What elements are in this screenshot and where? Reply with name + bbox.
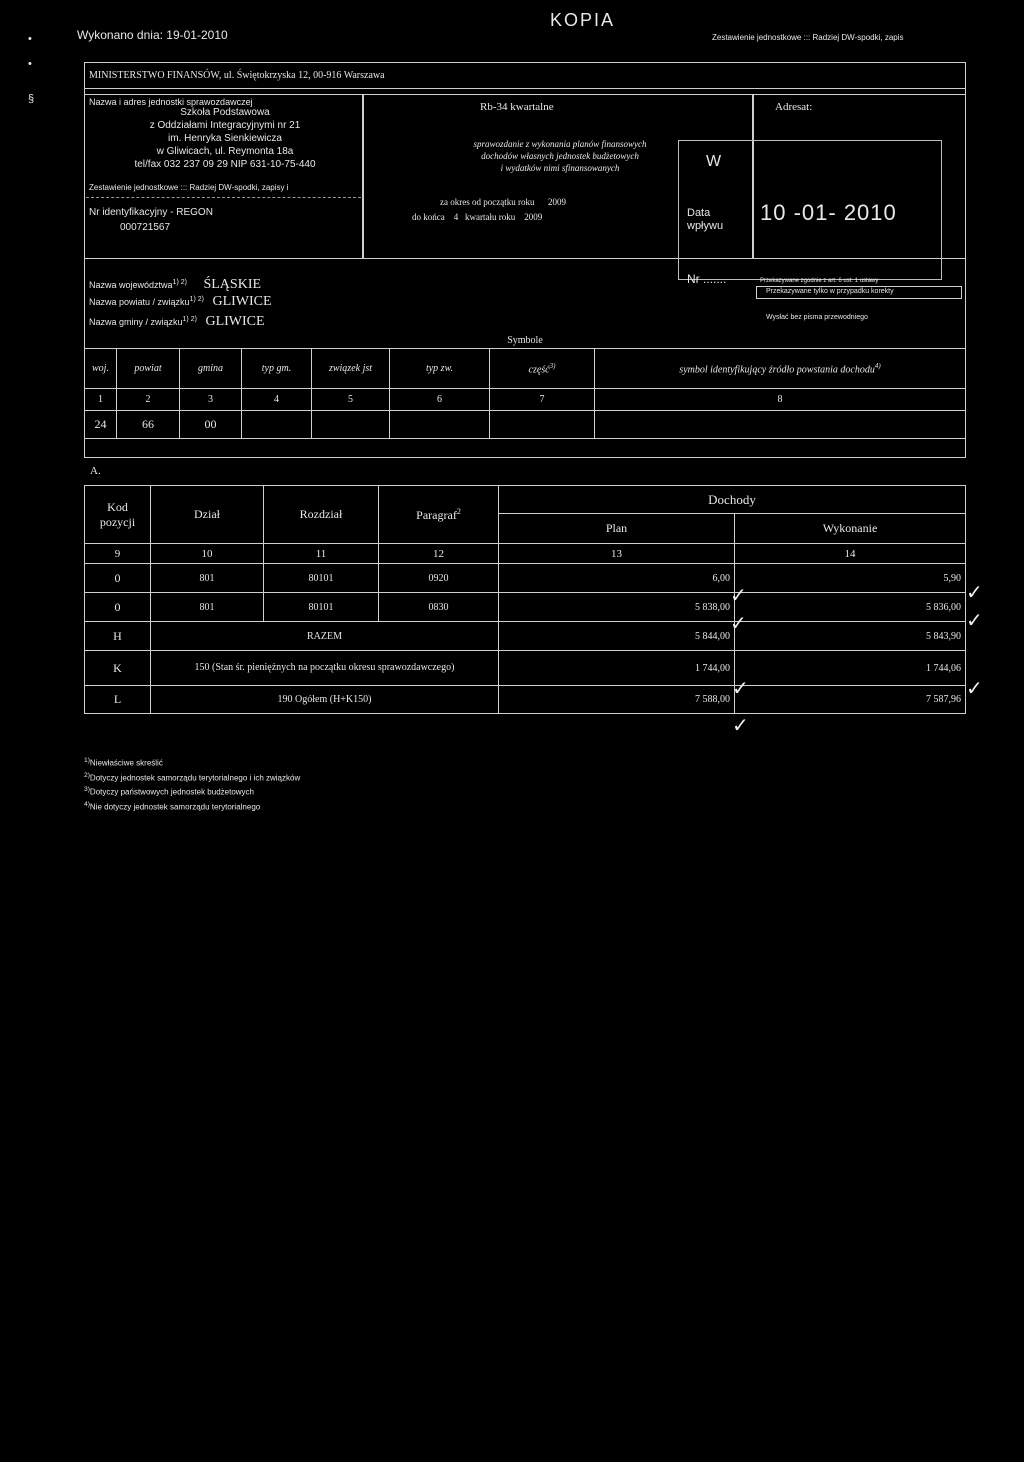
stamp-date: 10 -01- 2010: [760, 200, 897, 225]
symbols-number: 8: [595, 389, 966, 411]
footnote: $^{1)}$Niewłaściwe skreślić: [84, 757, 163, 768]
symbols-number: 6: [390, 389, 490, 411]
footnotes: [84, 755, 300, 814]
stamp-date-label: Data wpływu: [687, 207, 724, 232]
divider: [86, 197, 361, 198]
row-dzial: 801: [151, 593, 264, 622]
stamp-number: Nr .......: [687, 272, 727, 286]
row-wykonanie: 5,90: [735, 564, 966, 593]
col-header-paragraf: Paragraf$^2$: [379, 486, 499, 544]
symbols-value: [390, 411, 490, 439]
bullet-mark: •: [28, 33, 32, 45]
addressee-note-1: Przekazywane zgodnie z art. 6 ust. 1 ustawy: [760, 278, 879, 284]
ministry-address: MINISTERSTWO FINANSÓW, ul. Świętokrzyska 12, 00-916 Warszawa: [89, 70, 385, 81]
region-commune: Nazwa gminy / związku$^{1) 2)}$ GLIWICE: [89, 314, 265, 329]
col-number: 13: [499, 544, 735, 564]
period-to: do końca 4 kwartału roku 2009: [412, 212, 543, 222]
copy-stamp: KOPIA: [550, 10, 616, 30]
symbols-header: woj.: [85, 349, 117, 389]
symbols-header: część$^{3)}$: [490, 349, 595, 389]
row-paragraf: 0920: [379, 564, 499, 593]
bullet-mark: §: [28, 93, 35, 105]
symbols-number: 3: [180, 389, 242, 411]
symbols-number: 5: [312, 389, 390, 411]
symbols-header: powiat: [117, 349, 180, 389]
col-number: 12: [379, 544, 499, 564]
symbols-header: typ zw.: [390, 349, 490, 389]
row-description: 190 Ogółem (H+K150): [151, 686, 499, 714]
execution-date: Wykonano dnia: 19-01-2010: [77, 28, 228, 42]
footnote: $^{2)}$Dotyczy jednostek samorządu terytorialnego i ich związków: [84, 771, 301, 783]
symbols-header: typ gm.: [242, 349, 312, 389]
symbols-header: symbol identyfikujący źródło powstania dochodu$^{4)}$: [595, 349, 966, 389]
col-header-dochody: Dochody: [499, 486, 966, 514]
symbols-number: 1: [85, 389, 117, 411]
row-rozdzial: 80101: [264, 593, 379, 622]
addressee-note-3: Wysłać bez pisma przewodniego: [766, 314, 868, 321]
unit-label: Nazwa i adres jednostki sprawozdawczej: [89, 97, 253, 107]
symbols-value: [242, 411, 312, 439]
region-county: Nazwa powiatu / związku$^{1) 2)}$ GLIWICE: [89, 294, 272, 309]
row-wykonanie: 5 843,90: [735, 622, 966, 651]
regon-label: Nr identyfikacyjny - REGON: [89, 207, 213, 218]
regon-value: 000721567: [120, 222, 171, 233]
check-mark: ✓: [730, 583, 747, 607]
col-number: 10: [151, 544, 264, 564]
row-plan: 5 844,00: [499, 622, 735, 651]
row-kod: 0: [85, 564, 151, 593]
table-row: [85, 593, 966, 622]
footnote: $^{4)}$Nie dotyczy jednostek samorządu terytorialnego: [84, 800, 261, 812]
col-header-wykonanie: Wykonanie: [735, 514, 966, 544]
row-plan: 5 838,00: [499, 593, 735, 622]
symbols-value: [490, 411, 595, 439]
check-mark: ✓: [732, 713, 749, 737]
row-description: 150 (Stan śr. pieniężnych na początku okresu sprawozdawczego): [151, 651, 499, 686]
footnote: $^{3)}$Dotyczy państwowych jednostek budżetowych: [84, 786, 255, 797]
row-description: RAZEM: [151, 622, 499, 651]
period-from: za okres od początku roku 2009: [440, 197, 566, 207]
row-paragraf: 0830: [379, 593, 499, 622]
addressee-label: Adresat:: [775, 101, 813, 113]
col-number: 11: [264, 544, 379, 564]
col-header-kod: Kod pozycji: [85, 486, 151, 544]
symbols-value: 66: [117, 411, 180, 439]
bullet-mark: •: [28, 58, 32, 70]
section-label: A.: [90, 465, 101, 477]
row-wykonanie: 1 744,06: [735, 651, 966, 686]
report-description: sprawozdanie z wykonania planów finansowych dochodów własnych jednostek budżetowych i wydatków nimi sfinansowanych: [473, 139, 647, 173]
col-number: 14: [735, 544, 966, 564]
col-header-dzial: Dział: [151, 486, 264, 544]
symbols-value: 24: [85, 411, 117, 439]
symbols-header: gmina: [180, 349, 242, 389]
symbols-number: 4: [242, 389, 312, 411]
table-row: [85, 622, 966, 651]
row-kod: L: [85, 686, 151, 714]
header-right-note: Zestawienie jednostkowe ::: Radziej DW-spodki, zapis: [712, 33, 904, 42]
check-mark: ✓: [966, 608, 983, 632]
symbols-value: [312, 411, 390, 439]
stamp-letter: W: [706, 153, 722, 170]
col-header-rozdzial: Rozdział: [264, 486, 379, 544]
unit-address: Szkoła Podstawowa z Oddziałami Integracyjnymi nr 21 im. Henryka Sienkiewicza w Gliwicach, ul. Reymonta 18a tel/fax 032 237 09 29 NIP 631-10-75-440: [134, 107, 316, 170]
addressee-note-2: Przekazywane tylko w przypadku korekty: [766, 288, 894, 295]
row-kod: K: [85, 651, 151, 686]
table-row: [85, 651, 966, 686]
col-header-plan: Plan: [499, 514, 735, 544]
table-row: [85, 686, 966, 714]
check-mark: ✓: [732, 676, 749, 700]
income-table: [84, 485, 966, 714]
region-voivodeship: Nazwa województwa$^{1) 2)}$ ŚLĄSKIE: [89, 277, 262, 292]
symbols-header: związek jst: [312, 349, 390, 389]
row-rozdzial: 80101: [264, 564, 379, 593]
row-kod: 0: [85, 593, 151, 622]
symbols-number: 2: [117, 389, 180, 411]
symbols-title: Symbole: [507, 335, 543, 346]
divider: [84, 88, 966, 89]
table-row: [85, 564, 966, 593]
col-number: 9: [85, 544, 151, 564]
row-plan: 6,00: [499, 564, 735, 593]
unit-note: Zestawienie jednostkowe ::: Radziej DW-spodki, zapisy i: [89, 183, 289, 192]
row-wykonanie: 7 587,96: [735, 686, 966, 714]
row-dzial: 801: [151, 564, 264, 593]
symbols-value: 00: [180, 411, 242, 439]
symbols-number: 7: [490, 389, 595, 411]
check-mark: ✓: [730, 611, 747, 635]
report-title: Rb-34 kwartalne: [480, 101, 554, 113]
row-plan: 7 588,00: [499, 686, 735, 714]
check-mark: ✓: [966, 580, 983, 604]
row-plan: 1 744,00: [499, 651, 735, 686]
symbols-value: [595, 411, 966, 439]
row-wykonanie: 5 836,00: [735, 593, 966, 622]
row-kod: H: [85, 622, 151, 651]
symbols-table: [84, 348, 966, 439]
check-mark: ✓: [966, 676, 983, 700]
